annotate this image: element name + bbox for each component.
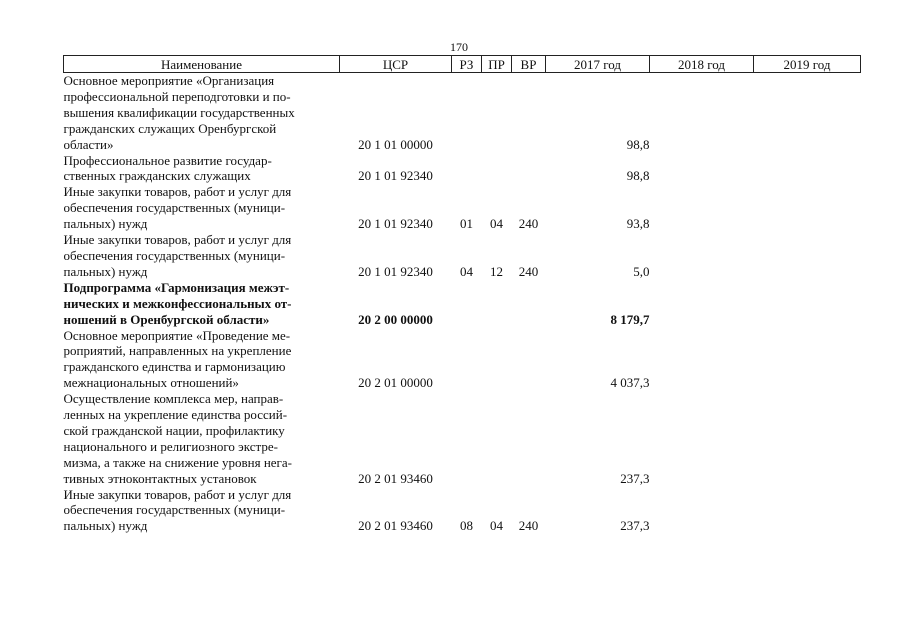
cell-2019	[754, 73, 861, 153]
cell-2019	[754, 232, 861, 280]
table-row	[64, 184, 861, 232]
cell-2018	[650, 153, 754, 185]
cell-rz: 01	[460, 216, 473, 232]
cell-csr: 20 1 01 92340	[358, 263, 433, 279]
cell-2018	[650, 280, 754, 328]
cell-csr: 20 1 01 92340	[358, 168, 433, 184]
cell-csr: 20 2 01 93460	[358, 470, 433, 486]
budget-table	[63, 55, 861, 534]
cell-vr	[512, 73, 546, 153]
header-2019: 2019 год	[754, 56, 861, 73]
page-number: 170	[450, 40, 468, 54]
table-row	[64, 280, 861, 328]
cell-name: Иные закупки товаров, работ и услуг для обеспечения государственных (муници- пальных) нужд	[63, 184, 292, 232]
cell-pr: 04	[490, 518, 503, 534]
cell-rz	[452, 391, 482, 486]
table-row	[64, 487, 861, 535]
cell-2019	[754, 391, 861, 486]
cell-pr	[482, 280, 512, 328]
cell-pr	[482, 328, 512, 392]
table-row	[64, 153, 861, 185]
cell-name: Подпрограмма «Гармонизация межэт- нических и межконфессиональных от- ношений в Оренбургской области»	[63, 279, 292, 327]
cell-2017: 4 037,3	[610, 375, 650, 391]
cell-2019	[754, 487, 861, 535]
table-row	[64, 391, 861, 486]
cell-csr: 20 1 01 00000	[358, 136, 433, 152]
table-row	[64, 328, 861, 392]
header-pr: ПР	[482, 56, 512, 73]
cell-name: Осуществление комплекса мер, направ- ленных на укрепление единства россий- ской гражданской нации, профилактику национального и религиозного экстре- мизма, а также на снижение уровня нега- тивных этноконтактных установок	[63, 391, 292, 486]
cell-2017: 98,8	[626, 168, 650, 184]
cell-name: Профессиональное развитие государ- ственных гражданских служащих	[63, 152, 272, 184]
cell-name: Иные закупки товаров, работ и услуг для обеспечения государственных (муници- пальных) нужд	[63, 486, 292, 534]
header-csr: ЦСР	[340, 56, 452, 73]
cell-2019	[754, 328, 861, 392]
cell-rz	[452, 280, 482, 328]
cell-vr	[512, 391, 546, 486]
table-body	[64, 73, 861, 535]
cell-pr: 12	[490, 263, 503, 279]
cell-name: Основное мероприятие «Проведение ме- роприятий, направленных на укрепление гражданского единства и гармонизацию межнациональных отношений»	[63, 327, 292, 391]
cell-2017: 93,8	[626, 216, 650, 232]
cell-rz	[452, 328, 482, 392]
cell-vr: 240	[518, 263, 539, 279]
cell-name: Основное мероприятие «Организация профессиональной переподготовки и по- вышения квалификации государственных гражданских служащих Оренбургской области»	[63, 73, 295, 152]
cell-2018	[650, 232, 754, 280]
cell-vr	[512, 280, 546, 328]
cell-vr	[512, 328, 546, 392]
cell-rz	[452, 153, 482, 185]
cell-pr	[482, 153, 512, 185]
cell-pr	[482, 391, 512, 486]
cell-name: Иные закупки товаров, работ и услуг для обеспечения государственных (муници- пальных) нужд	[63, 232, 292, 279]
cell-2017: 237,3	[620, 470, 650, 486]
header-2018: 2018 год	[650, 56, 754, 73]
cell-2017: 8 179,7	[610, 311, 650, 327]
header-rz: РЗ	[452, 56, 482, 73]
cell-2017: 98,8	[626, 136, 650, 152]
table-header-row	[64, 56, 861, 73]
cell-2018	[650, 487, 754, 535]
header-2017: 2017 год	[546, 56, 650, 73]
cell-2017: 5,0	[633, 263, 650, 279]
cell-csr: 20 2 00 00000	[358, 311, 433, 327]
cell-2018	[650, 73, 754, 153]
cell-pr	[482, 73, 512, 153]
cell-vr: 240	[518, 518, 539, 534]
cell-rz: 04	[460, 263, 473, 279]
cell-2018	[650, 391, 754, 486]
cell-pr: 04	[490, 216, 503, 232]
cell-vr: 240	[518, 216, 539, 232]
cell-csr: 20 2 01 93460	[358, 518, 433, 534]
header-vr: ВР	[512, 56, 546, 73]
cell-csr: 20 1 01 92340	[358, 216, 433, 232]
cell-2018	[650, 184, 754, 232]
cell-2019	[754, 184, 861, 232]
table-row	[64, 232, 861, 280]
cell-2017: 237,3	[620, 518, 650, 534]
cell-2019	[754, 280, 861, 328]
cell-2019	[754, 153, 861, 185]
cell-csr: 20 2 01 00000	[358, 375, 433, 391]
cell-2018	[650, 328, 754, 392]
table-row	[64, 73, 861, 153]
cell-vr	[512, 153, 546, 185]
header-name: Наименование	[64, 56, 340, 73]
cell-rz	[452, 73, 482, 153]
cell-rz: 08	[460, 518, 473, 534]
